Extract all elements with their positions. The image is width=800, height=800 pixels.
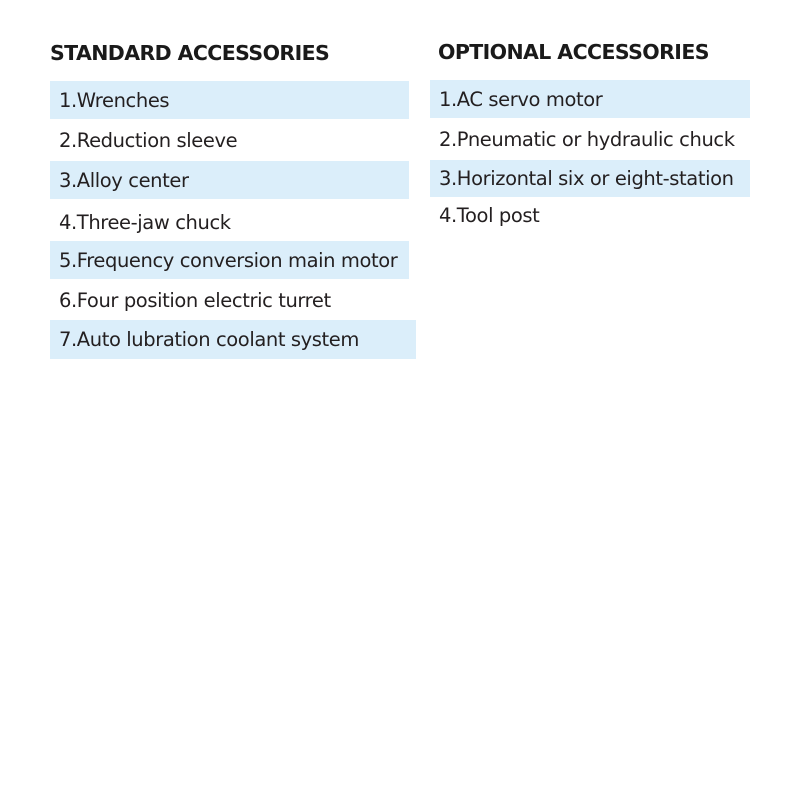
- standard-item-4: 4.Three-jaw chuck: [59, 210, 231, 234]
- standard-item-5: 5.Frequency conversion main motor: [50, 241, 409, 279]
- optional-item-2: 2.Pneumatic or hydraulic chuck: [439, 127, 735, 151]
- optional-item-1: 1.AC servo motor: [430, 80, 750, 118]
- standard-item-3: 3.Alloy center: [50, 161, 409, 199]
- optional-item-4: 4.Tool post: [439, 203, 540, 227]
- standard-item-6: 6.Four position electric turret: [59, 288, 331, 312]
- optional-item-3: 3.Horizontal six or eight-station: [430, 160, 750, 197]
- standard-item-2: 2.Reduction sleeve: [59, 128, 238, 152]
- standard-item-1: 1.Wrenches: [50, 81, 409, 119]
- optional-accessories-heading: OPTIONAL ACCESSORIES: [438, 40, 709, 64]
- standard-item-7: 7.Auto lubration coolant system: [50, 320, 416, 359]
- standard-accessories-heading: STANDARD ACCESSORIES: [50, 41, 330, 65]
